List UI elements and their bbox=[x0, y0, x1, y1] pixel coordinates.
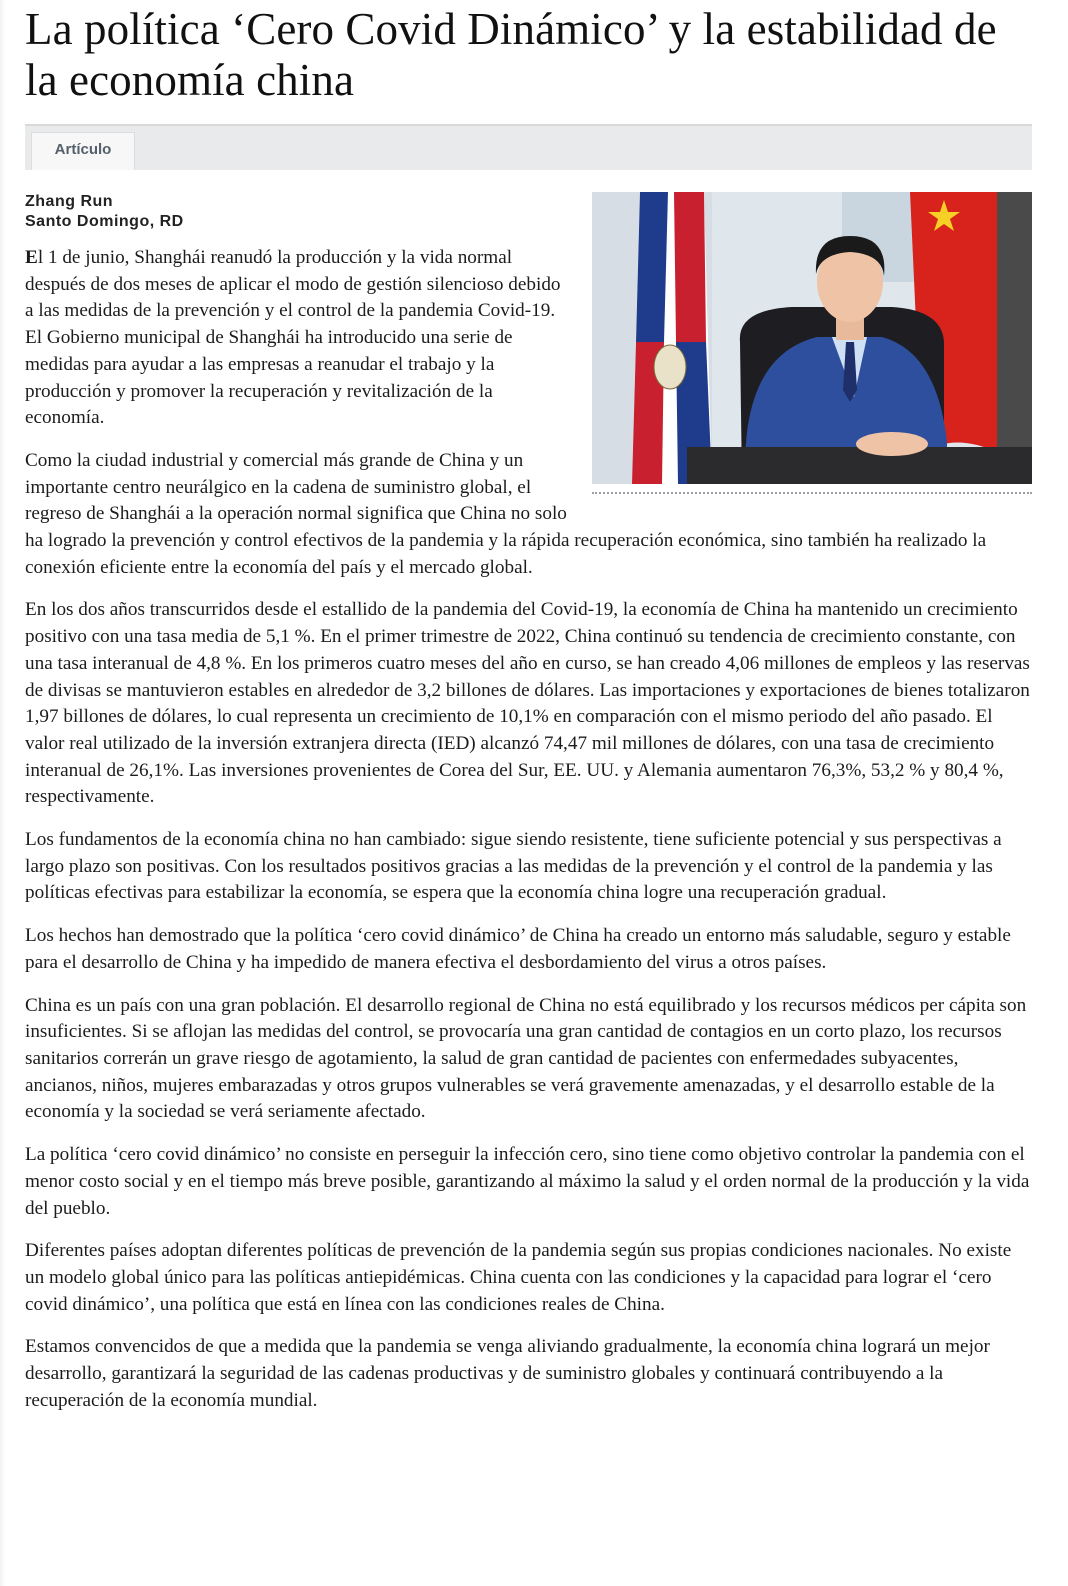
paragraph-5: Los hechos han demostrado que la política ‘cero covid dinámico’ de China ha creado un entorno más saludable, seguro y estable para el desarrollo de China y ha impedido de manera efectiva el desbordamiento del virus a otros países. bbox=[25, 925, 1011, 973]
article-body bbox=[25, 192, 1032, 1414]
dominican-flag-red-b bbox=[674, 192, 706, 342]
author-location: Santo Domingo, RD bbox=[25, 213, 184, 230]
paragraph-7: La política ‘cero covid dinámico’ no consiste en perseguir la infección cero, sino tiene como objetivo controlar la pandemia con el menor costo social y en el tiempo más breve posible, garantizando al máximo la salud y el orden normal de la producción y la vida del pueblo. bbox=[25, 1144, 1030, 1219]
desk bbox=[687, 447, 1032, 484]
dominican-flag-emblem bbox=[654, 345, 686, 389]
author-name: Zhang Run bbox=[25, 193, 114, 210]
hands bbox=[856, 432, 928, 456]
paragraph-3: En los dos años transcurridos desde el estallido de la pandemia del Covid-19, la economía de China ha mantenido un crecimiento positivo con una tasa media de 5,1 %. En el primer trimestre de 2022, China continuó su tendencia de crecimiento constante, con una tasa interanual de 4,8 %. En los primeros cuatro meses del año en curso, se han creado 4,06 millones de empleos y las reservas de divisas se mantuvieron estables en alrededor de 3,2 billones de dólares. Las importaciones y exportaciones de bienes totalizaron 1,97 billones de dólares, lo cual representa un crecimiento de 10,1% en comparación con el mismo periodo del año pasado. El valor real utilizado de la inversión extranjera directa (IED) alcanzó 74,47 mil millones de dólares, con una tasa de crecimiento interanual de 26,1%. Las inversiones provenientes de Corea del Sur, EE. UU. y Alemania aumentaron 76,3%, 53,2 % y 80,4 %, respectivamente. bbox=[25, 599, 1030, 808]
article-title: La política ‘Cero Covid Dinámico’ y la estabilidad de la economía china bbox=[25, 4, 997, 105]
paragraph-2: Como la ciudad industrial y comercial más grande de China y un importante centro neurálgico en la cadena de suministro global, el regreso de Shanghái a la operación normal significa que China no solo ha logrado la prevención y control efectivos de la pandemia y la rápida recuperación económica, sino también ha realizado la conexión eficiente entre la economía del país y el mercado global. bbox=[25, 449, 987, 578]
photo-dark-corner bbox=[992, 192, 1032, 484]
article-tab-bar bbox=[25, 124, 1032, 170]
dominican-flag-blue bbox=[636, 192, 668, 342]
paragraph-1: El 1 de junio, Shanghái reanudó la producción y la vida normal después de dos meses de aplicar el modo de gestión silencioso debido a las medidas de la prevención y el control de la pandemia Covid-19. El Gobierno municipal de Shanghái ha introducido una serie de medidas para ayudar a las empresas a reanudar el trabajo y la producción y promover la recuperación y revitalización de la economía. bbox=[25, 247, 561, 429]
paragraph-4: Los fundamentos de la economía china no han cambiado: sigue siendo resistente, tiene suficiente potencial y sus perspectivas a largo plazo son positivas. Con los resultados positivos gracias a las medidas de la prevención y el control de la pandemia y las políticas efectivas para estabilizar la economía, se espera que la economía china logre una recuperación gradual. bbox=[25, 829, 1002, 904]
portrait-photo bbox=[592, 192, 1032, 484]
tab-articulo[interactable]: Artículo bbox=[31, 132, 135, 170]
paragraph-9: Estamos convencidos de que a medida que la pandemia se venga aliviando gradualmente, la economía china logrará un mejor desarrollo, garantizará la seguridad de las cadenas productivas y de suministro globales y continuará contribuyendo a la recuperación de la economía mundial. bbox=[25, 1336, 990, 1411]
paragraph-8: Diferentes países adoptan diferentes políticas de prevención de la pandemia según sus propias condiciones nacionales. No existe un modelo global único para las políticas antiepidémicas. China cuenta con las condiciones y la capacidad para lograr el ‘cero covid dinámico’, una política que está en línea con las condiciones reales de China. bbox=[25, 1240, 1012, 1315]
paragraph-6: China es un país con una gran población. El desarrollo regional de China no está equilibrado y los recursos médicos per cápita son insuficientes. Si se aflojan las medidas del control, se provocaría una gran cantidad de contagios en un corto plazo, los recursos sanitarios correrán un grave riesgo de agotamiento, la salud de gran cantidad de pacientes con enfermedades subyacentes, ancianos, niños, mujeres embarazadas y otros grupos vulnerables se verá gravemente amenazadas, y el desarrollo estable de la economía y la sociedad se verá seriamente afectado. bbox=[25, 994, 1027, 1123]
article-figure bbox=[592, 192, 1032, 494]
page-edge-shadow bbox=[0, 0, 6, 1586]
